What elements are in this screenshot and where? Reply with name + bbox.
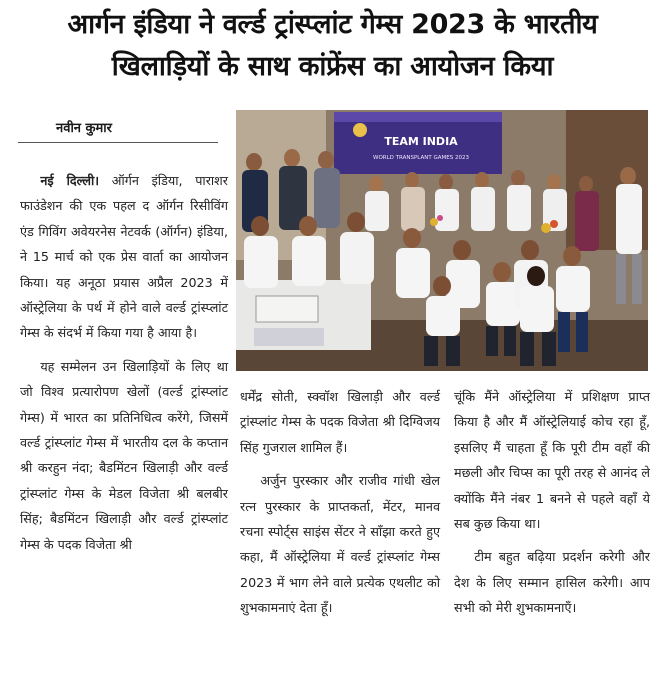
column-3 bbox=[454, 384, 650, 621]
projector bbox=[256, 296, 318, 322]
paragraph-1: ऑर्गन इंडिया, पाराशर फाउंडेशन की एक पहल द ऑर्गन रिसीविंग एंड गिविंग अवेयरनेस नेटवर्क (ऑर्गन) इंडिया, ने 15 मार्च को एक प्रेस वार्ता का आयोजन किया। यह अनूठा प्रयास अप्रैल 2023 में ऑस्ट्रेलिया के पर्थ में होने वाले वर्ल्ड ट्रांस्प्लांट गेम्स के संदर्भ में किया गया है आया है। bbox=[20, 173, 228, 341]
headline-line-1: आर्गन इंडिया ने वर्ल्ड ट्रांस्प्लांट गेम्स 2023 के भारतीय bbox=[67, 9, 598, 40]
team-photo-illustration bbox=[236, 110, 648, 371]
banner-title: TEAM INDIA bbox=[384, 135, 458, 148]
headline-line-2: खिलाड़ियों के साथ कांफ्रेंस का आयोजन किया bbox=[111, 51, 554, 82]
laptop bbox=[254, 328, 324, 346]
author-byline: नवीन कुमार bbox=[18, 116, 218, 143]
paragraph-4: अर्जुन पुरस्कार और राजीव गांधी खेल रत्न पुरस्कार के प्राप्तकर्ता, मेंटर, मानव रचना स्पोर्ट्स साइंस सेंटर ने साँझा करते हुए कहा, मैं ऑस्ट्रेलिया में वर्ल्ड ट्रांस्प्लांट गेम्स 2023 में भाग लेने वाले प्रत्येक एथलीट को शुभकामनाएं देता हूँ। bbox=[240, 473, 440, 616]
dateline: नई दिल्ली। bbox=[40, 173, 100, 188]
column-2 bbox=[240, 384, 440, 621]
paragraph-6: टीम बहुत बढ़िया प्रदर्शन करेगी और देश के लिए सम्मान हासिल करेगी। आप सभी को मेरी शुभकामनाएँ। bbox=[454, 549, 650, 616]
paragraph-5: चूंकि मैंने ऑस्ट्रेलिया में प्रशिक्षण प्राप्त किया है और मैं ऑस्ट्रेलियाई कोच रहा हूँ, इसलिए मैं चाहता हूँ कि पूरी टीम वहाँ की मछली और चिप्स का पूरी तरह से आनंद ले क्योंकि मैंने नंबर 1 बनने से पहले वहाँ ये सब कुछ किया था। bbox=[454, 389, 650, 532]
paragraph-2: यह सम्मेलन उन खिलाड़ियों के लिए था जो विश्व प्रत्यारोपण खेलों (वर्ल्ड ट्रांस्प्लांट गेम्स) में भारत का प्रतिनिधित्व करेंगे, जिसमें वर्ल्ड ट्रांस्प्लांट गेम्स में भारतीय दल के कप्तान श्री करहुन नंदा; बैडमिंटन खिलाड़ी और वर्ल्ड ट्रांस्प्लांट गेम्स के मेडल विजेता श्री बलबीर सिंह; बैडमिंटन खिलाड़ी और वर्ल्ड ट्रांस्प्लांट गेम्स के पदक विजेता श्री bbox=[20, 358, 228, 552]
team-photo bbox=[236, 110, 648, 371]
headline bbox=[8, 4, 657, 88]
banner-subtitle: WORLD TRANSPLANT GAMES 2023 bbox=[373, 155, 469, 161]
paragraph-3: धर्मेंद्र सोती, स्क्वॉश खिलाड़ी और वर्ल्ड ट्रांस्प्लांट गेम्स के पदक विजेता श्री दिग्विजय सिंह गुजराल शामिल हैं। bbox=[240, 389, 440, 455]
column-1 bbox=[20, 168, 228, 557]
